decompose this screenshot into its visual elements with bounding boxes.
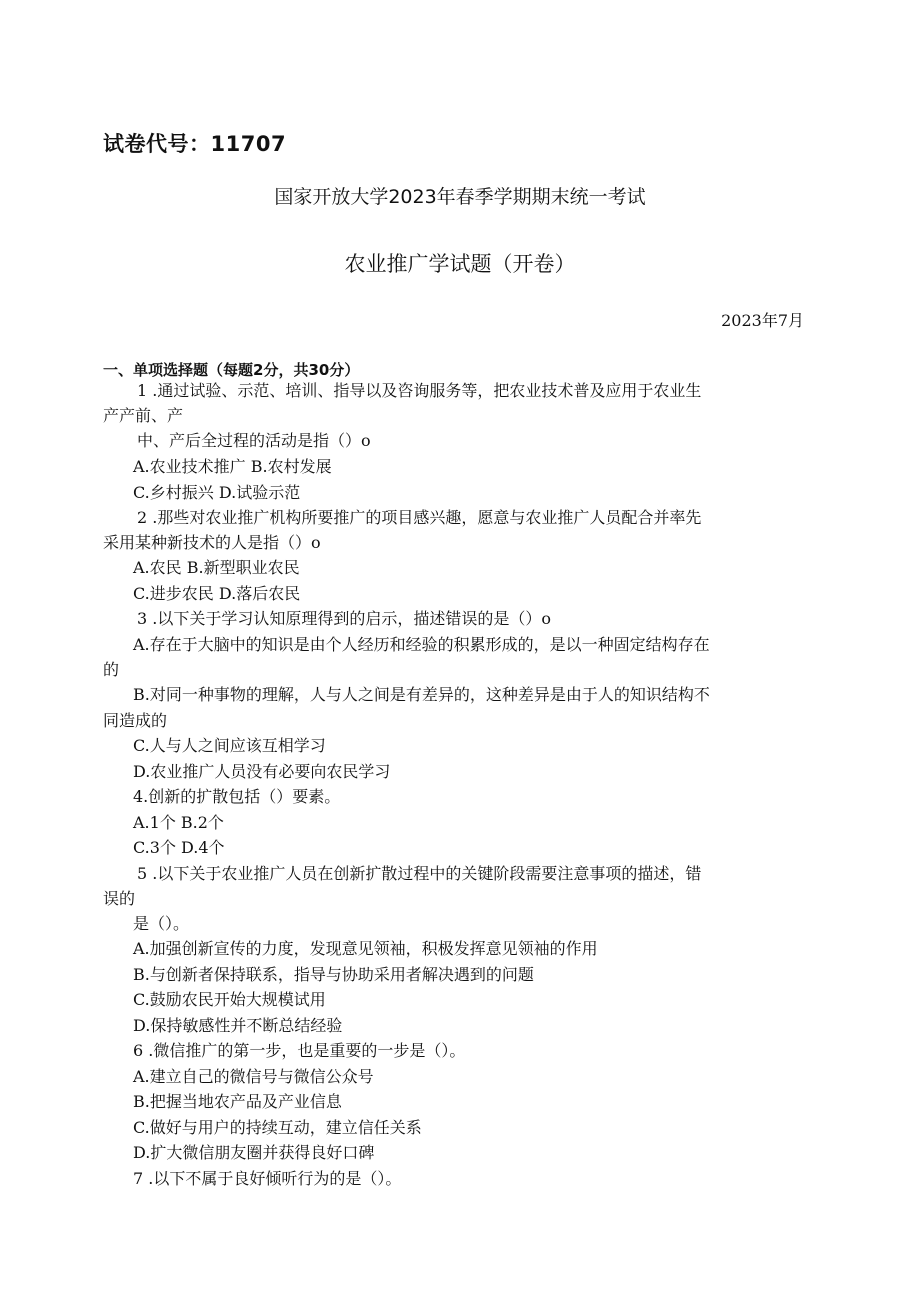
exam-date: 2023年7月: [721, 311, 804, 330]
text-line: B.把握当地农产品及产业信息: [133, 1092, 342, 1111]
text-line: A.存在于大脑中的知识是由个人经历和经验的积累形成的，是以一种固定结构存在: [133, 635, 710, 654]
text-line: 7 .以下不属于良好倾听行为的是（）。: [133, 1169, 402, 1188]
text-line: 6 .微信推广的第一步，也是重要的一步是（）。: [133, 1041, 466, 1060]
text-line: 是（）。: [133, 914, 190, 933]
text-line: 5 .以下关于农业推广人员在创新扩散过程中的关键阶段需要注意事项的描述，错: [137, 864, 702, 883]
text-line: D.扩大微信朋友圈并获得良好口碑: [133, 1143, 375, 1162]
text-line: 中、产后全过程的活动是指（）o: [137, 431, 371, 450]
text-line: C.鼓励农民开始大规模试用: [133, 990, 326, 1009]
text-line: A.农民 B.新型职业农民: [133, 558, 300, 577]
text-line: 误的: [103, 889, 136, 908]
text-line: B.对同一种事物的理解，人与人之间是有差异的，这种差异是由于人的知识结构不: [133, 685, 710, 704]
text-line: D.农业推广人员没有必要向农民学习: [133, 762, 391, 781]
text-line: C.乡村振兴 D.试验示范: [133, 483, 301, 502]
text-line: D.保持敏感性并不断总结经验: [133, 1016, 343, 1035]
text-line: A.加强创新宣传的力度，发现意见领袖，积极发挥意见领袖的作用: [133, 939, 598, 958]
text-line: C.进步农民 D.落后农民: [133, 584, 301, 603]
text-line: 1 .通过试验、示范、培训、指导以及咨询服务等，把农业技术普及应用于农业生: [137, 381, 702, 400]
text-line: A.建立自己的微信号与微信公众号: [133, 1067, 374, 1086]
paper-title: 农业推广学试题（开卷）: [344, 252, 576, 276]
text-line: 采用某种新技术的人是指（）o: [103, 533, 321, 552]
text-line: 产产前、产: [103, 406, 184, 425]
text-line: 2 .那些对农业推广机构所要推广的项目感兴趣，愿意与农业推广人员配合并率先: [137, 508, 702, 527]
text-line: A.农业技术推广 B.农村发展: [133, 457, 332, 476]
text-line: 3 .以下关于学习认知原理得到的启示，描述错误的是（）o: [137, 609, 551, 628]
text-line: C.人与人之间应该互相学习: [133, 736, 326, 755]
text-line: 4.创新的扩散包括（）要素。: [133, 787, 341, 806]
text-line: C.做好与用户的持续互动，建立信任关系: [133, 1118, 422, 1137]
text-line: 同造成的: [103, 711, 168, 730]
text-line: 的: [103, 660, 120, 679]
section-heading: 一、单项选择题（每题2分，共30分）: [103, 361, 360, 379]
text-line: B.与创新者保持联系，指导与协助采用者解决遇到的问题: [133, 965, 534, 984]
exam-title: 国家开放大学2023年春季学期期末统一考试: [274, 186, 646, 208]
text-line: C.3个 D.4个: [133, 838, 225, 857]
text-line: A.1个 B.2个: [133, 813, 224, 832]
exam-code: 试卷代号：11707: [103, 132, 287, 156]
